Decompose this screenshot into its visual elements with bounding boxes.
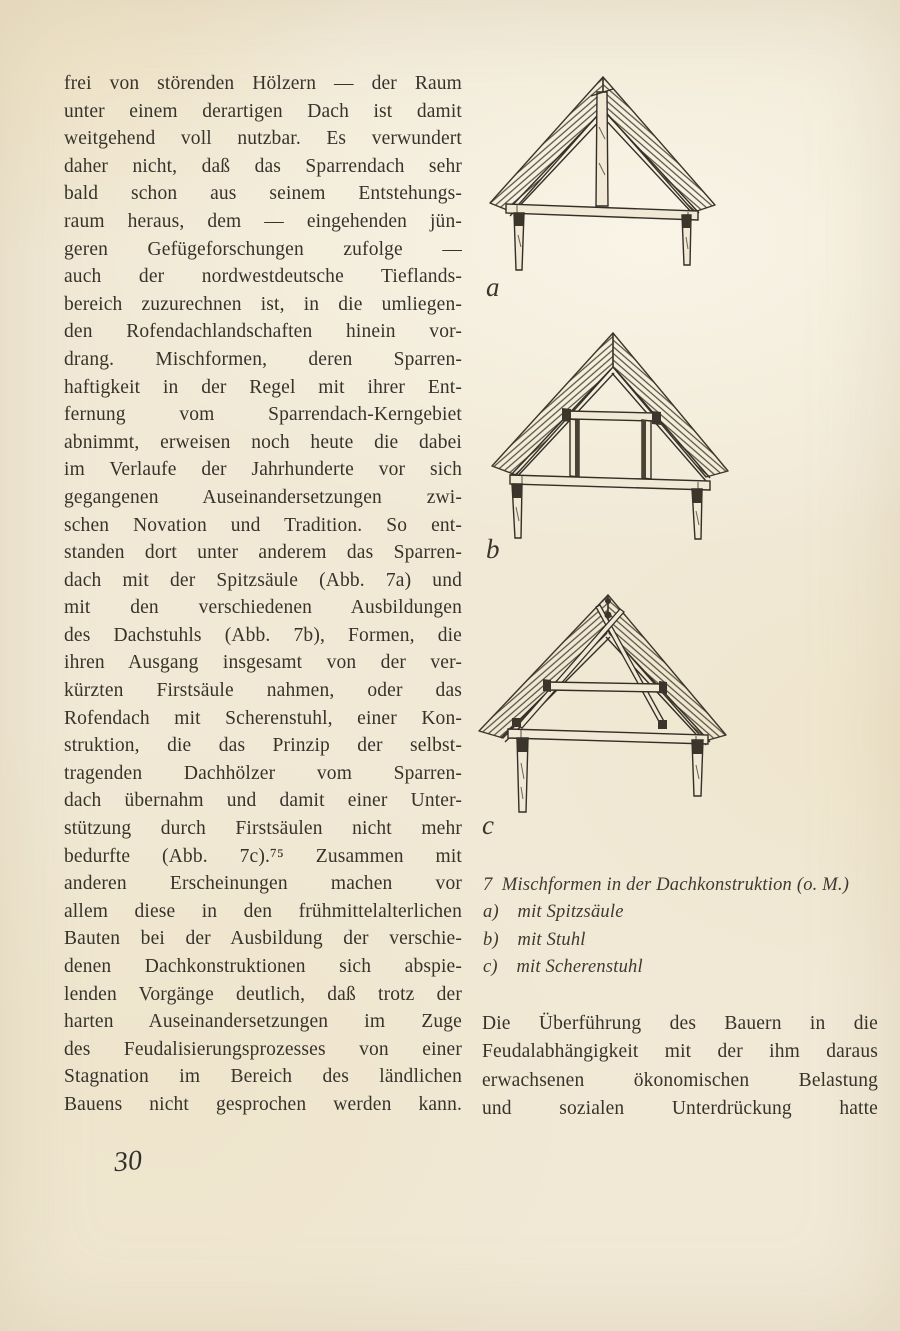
- text-line: auch der nordwestdeutsche Tieflands-: [64, 266, 462, 288]
- text-line: drang. Mischformen, deren Sparren-: [64, 348, 462, 370]
- figure-label-c: c: [482, 810, 494, 840]
- text-line: anderen Erscheinungen machen vor: [64, 873, 462, 895]
- text-line: fernung vom Sparrendach-Kerngebiet: [64, 404, 462, 426]
- text-line: Bauens nicht gesprochen werden kann.: [64, 1093, 462, 1115]
- text-line: im Verlaufe der Jahrhunderte vor sich: [64, 459, 462, 481]
- text-line: geren Gefügeforschungen zufolge —: [64, 238, 462, 260]
- tie-beam: [508, 729, 708, 744]
- text-line: frei von störenden Hölzern — der Raum: [64, 73, 462, 94]
- text-line: Bauten bei der Ausbildung der verschie-: [64, 928, 462, 950]
- text-line: harten Auseinandersetzungen im Zuge: [64, 1011, 462, 1033]
- figure-caption-title: 7 Mischformen in der Dachkonstruktion (o. M.): [483, 875, 850, 895]
- text-line: standen dort unter anderem das Sparren-: [64, 542, 462, 564]
- text-line: dach mit der Spitzsäule (Abb. 7a) und: [64, 569, 462, 591]
- text-line: dach übernahm und damit einer Unter-: [64, 790, 462, 812]
- text-line: kürzten Firstsäule nahmen, oder das: [64, 680, 462, 702]
- text-line: des Feudalisierungsprozesses von einer: [64, 1038, 462, 1060]
- text-line: ihren Ausgang insgesamt von der ver-: [64, 652, 462, 674]
- text-line: mit den verschiedenen Ausbildungen: [64, 597, 462, 619]
- text-line: tragenden Dachhölzer vom Sparren-: [64, 762, 462, 784]
- wall-post-right: [692, 740, 703, 796]
- text-line: bedurfte (Abb. 7c).⁷⁵ Zusammen mit: [64, 845, 462, 867]
- text-line: Feudalabhängigkeit mit der ihm daraus: [482, 1041, 878, 1063]
- tie-beam: [510, 475, 710, 490]
- text-line: erwachsenen ökonomischen Belastung: [482, 1069, 878, 1091]
- text-line: und sozialen Unterdrückung hatte: [482, 1098, 878, 1120]
- text-line: allem diese in den frühmittelalterlichen: [64, 900, 462, 922]
- text-line: weitgehend voll nutzbar. Es verwundert: [64, 128, 462, 150]
- wall-post-left: [514, 213, 524, 270]
- figure-caption-items: [483, 899, 889, 981]
- wall-post-left: [512, 484, 522, 538]
- text-line: lenden Vorgänge deutlich, daß trotz der: [64, 983, 462, 1005]
- text-line: Die Überführung des Bauern in die: [482, 1013, 878, 1034]
- wall-post-left: [517, 738, 528, 812]
- text-line: Stagnation im Bereich des ländlichen: [64, 1066, 462, 1088]
- text-line: gegangenen Auseinandersetzungen zwi-: [64, 486, 462, 508]
- text-line: struktion, die das Prinzip der selbst-: [64, 735, 462, 757]
- page-number: 30: [112, 1144, 144, 1179]
- text-line: des Dachstuhls (Abb. 7b), Formen, die: [64, 624, 462, 646]
- figure-7c-scherenstuhl-diagram: [465, 585, 795, 845]
- text-line: haftigkeit in der Regel mit ihrer Ent-: [64, 376, 462, 398]
- figure-7a-spitzsaeule-diagram: [470, 65, 750, 310]
- text-line: abnimmt, erweisen noch heute die dabei: [64, 431, 462, 453]
- text-line: denen Dachkonstruktionen sich abspie-: [64, 956, 462, 977]
- text-line: den Rofendachlandschaften hinein vor-: [64, 321, 462, 343]
- text-line: unter einem derartigen Dach ist damit: [64, 100, 462, 122]
- text-line: raum heraus, dem — eingehenden jün-: [64, 210, 462, 232]
- figure-label-a: a: [486, 272, 500, 302]
- wall-post-right: [692, 489, 702, 539]
- text-line: Rofendach mit Scherenstuhl, einer Kon-: [64, 707, 462, 729]
- figure-caption-item: b) mit Stuhl: [483, 929, 586, 950]
- figure-caption-item: c) mit Scherenstuhl: [483, 957, 643, 978]
- text-line: schen Novation und Tradition. So ent-: [64, 514, 462, 536]
- text-line: bereich zuzurechnen ist, in die umliegen-: [64, 293, 462, 315]
- text-line: daher nicht, daß das Sparrendach sehr: [64, 155, 462, 177]
- body-text-column-right: [482, 1010, 878, 1124]
- figure-label-b: b: [486, 534, 500, 564]
- figure-7b-stuhl-diagram: [470, 325, 790, 575]
- wall-post-right: [682, 215, 691, 265]
- figure-caption-item: a) mit Spitzsäule: [483, 902, 624, 923]
- text-line: stützung durch Firstsäulen nicht mehr: [64, 818, 462, 840]
- text-line: bald schon aus seinem Entstehungs-: [64, 183, 462, 205]
- figure-caption: [483, 872, 889, 982]
- thatch-roof-band: [492, 333, 728, 477]
- body-text-column-left: [64, 70, 462, 1119]
- stuhl-frame: [562, 408, 661, 479]
